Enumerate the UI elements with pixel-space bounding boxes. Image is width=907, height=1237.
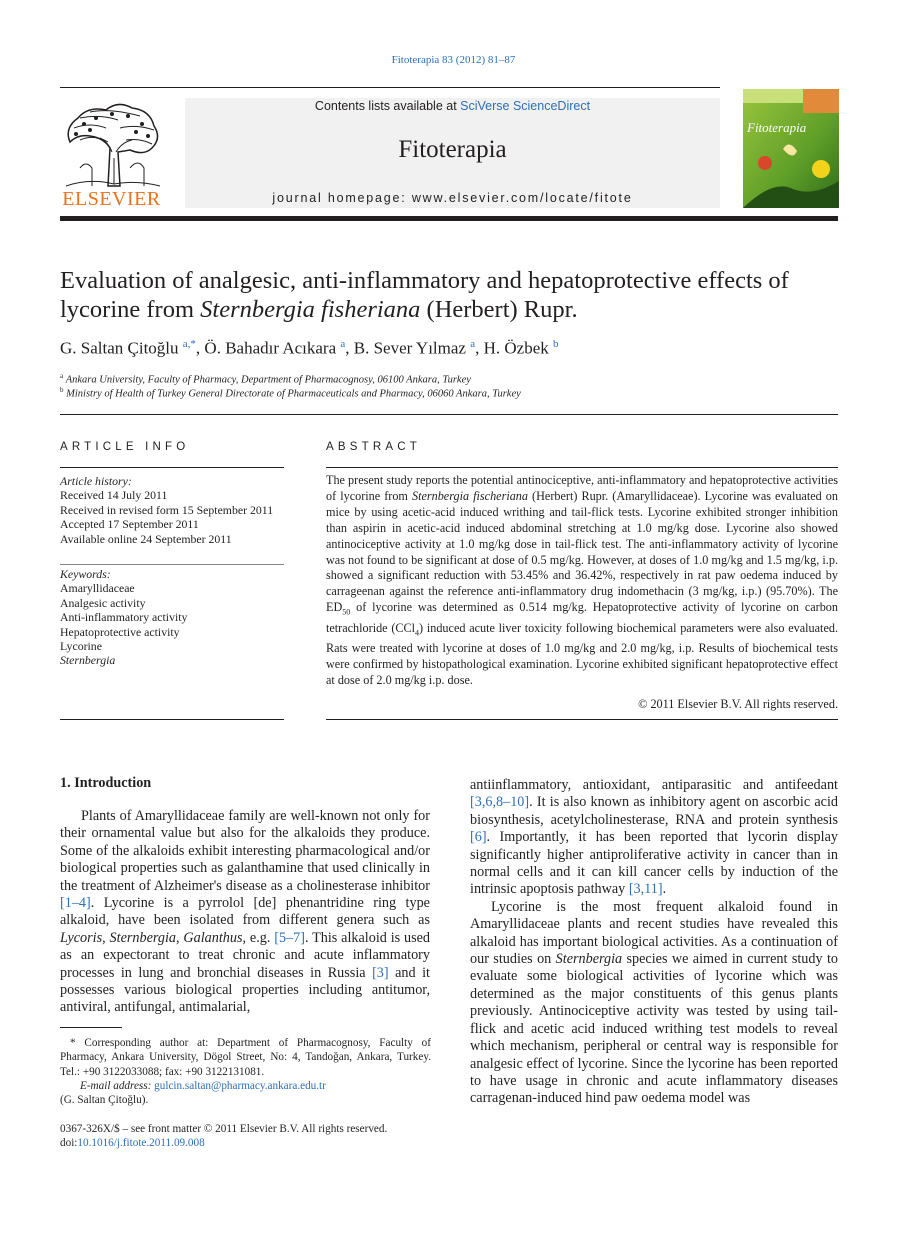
- reference-link[interactable]: [3,11]: [628, 881, 663, 898]
- article-info-heading: ARTICLE INFO: [60, 441, 190, 453]
- contents-line: [185, 99, 720, 113]
- history-label: Article history:: [60, 474, 132, 488]
- author-affiliation-mark[interactable]: a: [470, 338, 476, 350]
- keyword-item: Anti-inflammatory activity: [60, 610, 188, 625]
- affiliation-mark: a: [60, 372, 64, 380]
- author-list: G. Saltan Çitoğlu $^{a,*}$, Ö. Bahadır Acıkara $^a$, B. Sever Yılmaz $^a$, H. Özbek $^b$: [60, 338, 559, 358]
- history-received: Received 14 July 2011: [60, 488, 168, 503]
- body-column-left: [60, 808, 430, 1017]
- paragraph-text: ,: [102, 929, 110, 946]
- affiliation-text: Ankara University, Faculty of Pharmacy, Department of Pharmacognosy, 06100 Ankara, Turkey: [65, 374, 471, 386]
- elsevier-logo: [60, 98, 163, 210]
- abstract-heading: ABSTRACT: [326, 441, 421, 453]
- reference-link[interactable]: [3,6,8–10]: [470, 794, 530, 811]
- journal-name: Fitoterapia: [398, 136, 507, 163]
- keyword-item: Hepatoprotective activity: [60, 624, 180, 639]
- italic-genus: Sternbergia: [555, 951, 623, 968]
- article-title: [60, 266, 860, 324]
- journal-homepage[interactable]: journal homepage: www.elsevier.com/locate/fitote: [272, 191, 633, 205]
- author-affiliation-mark[interactable]: a,*: [182, 338, 196, 350]
- section-heading-introduction: 1. Introduction: [60, 775, 152, 791]
- abstract-rule: [326, 719, 838, 720]
- title-text: Evaluation of analgesic, anti-inflammatory and hepatoprotective effects of lycorine from: [60, 267, 789, 323]
- paragraph-text: . Lycorine is a pyrrolol [de] phenantridine ring type alkaloid, have been isolated from different genera such as: [60, 895, 430, 929]
- front-matter: [60, 1122, 431, 1151]
- abstract-rule: [326, 467, 838, 468]
- author-affiliation-mark[interactable]: a: [340, 338, 346, 350]
- doi-link[interactable]: 10.1016/j.fitote.2011.09.008: [77, 1137, 205, 1150]
- elsevier-wordmark: ELSEVIER: [62, 188, 161, 210]
- intro-paragraph-1-continued: [470, 777, 838, 899]
- title-species: Sternbergia fisheriana: [200, 296, 421, 323]
- journal-cover-thumbnail: [743, 89, 839, 208]
- article-history: [60, 474, 290, 546]
- sciencedirect-link[interactable]: SciVerse ScienceDirect: [460, 99, 591, 113]
- paragraph-text: . This alkaloid is used as an expectorant to treat chronic and acute inflammatory processes in lung and bronchial diseases in Russia: [60, 929, 431, 981]
- abstract-subscript: 4: [415, 628, 420, 638]
- paragraph-text: antiinflammatory, antioxidant, antiparasitic and antifeedant: [470, 777, 838, 793]
- header-thick-rule: [60, 216, 838, 221]
- paragraph-text: and it possesses various biological properties including antitumor, antiviral, antifungal, antimalarial,: [60, 964, 430, 1016]
- paragraph-text: Plants of Amaryllidaceae family are well-known not only for their ornamental value but also for the alkaloids they produce. Some of the alkaloids exhibit interesting pharmacological and/or biological properties such as galanthamine that used clinically in the treatment of Alzheimer's disease as a cholinesterase inhibitor: [60, 808, 430, 894]
- footnote-rule: [60, 1027, 122, 1028]
- front-matter-text: 0367-326X/$ – see front matter © 2011 Elsevier B.V. All rights reserved.: [60, 1123, 388, 1135]
- history-online: Available online 24 September 2011: [60, 531, 232, 546]
- reference-link[interactable]: [6]: [470, 829, 487, 846]
- italic-genus: Sternbergia: [109, 929, 176, 946]
- corresponding-author-text: * Corresponding author at: Department of Pharmacognosy, Faculty of Pharmacy, Ankara University, Dögol Street, No: 4, Tandoğan, Ankara, Turkey. Tel.: +90 3122033088; fax: +90 3122131081.: [60, 1037, 431, 1078]
- title-text-end: (Herbert) Rupr.: [420, 296, 578, 323]
- intro-paragraph-1: [60, 808, 430, 1017]
- keyword-item: Amaryllidaceae: [60, 581, 135, 596]
- keyword-item: Lycorine: [60, 639, 102, 654]
- doi-label: doi:: [60, 1137, 78, 1150]
- article-info-rule: [60, 467, 284, 468]
- abstract-copyright: © 2011 Elsevier B.V. All rights reserved.: [638, 697, 838, 711]
- paragraph-text: , e.g.: [242, 929, 275, 946]
- keyword-item: Analgesic activity: [60, 595, 146, 610]
- reference-link[interactable]: [1–4]: [60, 895, 91, 912]
- paragraph-text: . Importantly, it has been reported that lycorin display significantly higher antiproliferative activity in cancer than in normal cells and it can kill cancer cells by induction of the intrinsic apoptosis pathway: [470, 829, 838, 898]
- abstract-species: Sternbergia fischeriana: [411, 488, 528, 503]
- keyword-item: Sternbergia: [60, 653, 116, 668]
- affiliation-a: [60, 372, 471, 386]
- paragraph-text: .: [662, 881, 667, 898]
- keywords: [60, 567, 290, 668]
- history-revised: Received in revised form 15 September 2011: [60, 502, 274, 517]
- history-accepted: Accepted 17 September 2011: [60, 517, 199, 532]
- author-name[interactable]: B. Sever Yılmaz: [353, 338, 466, 358]
- reference-link[interactable]: [5–7]: [274, 929, 305, 946]
- email-label: E-mail address:: [80, 1079, 152, 1092]
- journal-citation[interactable]: [0, 54, 907, 66]
- abstract-sentence: The present study reports the potential antinociceptive, anti-inflammatory and hepatoprotective activities of lycorine from: [326, 473, 838, 503]
- article-info-rule: [60, 719, 284, 720]
- affiliation-b: [60, 386, 521, 400]
- citation-link[interactable]: Fitoterapia 83 (2012) 81–87: [391, 54, 516, 66]
- abstract-subscript: 50: [342, 607, 351, 617]
- paragraph-text: species we aimed in current study to evaluate some biological activities of lycorine which was determined as the major constituents of this genus plants previously. Antinociceptive activity was tested by using tail-flick and acetic acid induced writhing test models to reveal which mechanism, peripheral or central way is responsible for analgesic effect of lycorine. Since the lycorine has been reported to have usage in chronic and acute inflammatory diseases carragenan-induced hind paw oedema model was: [470, 951, 838, 1107]
- body-column-right: [470, 777, 838, 1108]
- abstract-sentence: ) induced acute liver toxicity following biochemical parameters were also evaluated. Rats were treated with lycorine at doses of 1.0 mg/kg and 2.0 mg/kg, i.p. Results of biochemical tests were confirmed by histopathological examination. Lycorine exhibited significant hepatoprotective effect at dose of 2.0 mg/kg i.p. dose.: [326, 620, 838, 687]
- abstract-sentence: (Herbert) Rupr. (Amaryllidaceae). Lycorine was evaluated on mice by using acetic-acid induced writhing and tail-flick tests. Lycorine exhibited stronger inhibition than aspirin in acetic-acid induced abdominal stretching at 1.0 mg/kg dose. Lycorine also showed antinociceptive activity at 1.0 mg/kg dose in tail-flick test. The anti-inflammatory activity of lycorine was not found to be significant at dose of 0.5 mg/kg. However, at doses of 1.0 mg/kg and 1.5 mg/kg, i.p. showed a significant reduction with 53.45% and 36.42%, respectively in rat paw oedema induced by carrageenan against the reference anti-inflammatory drug indomethacin (3 mg/kg, i.p.) (95.70%). The ED: [326, 488, 838, 615]
- author-name[interactable]: G. Saltan Çitoğlu: [60, 338, 179, 358]
- abstract-sentence: of lycorine was determined as 0.514 mg/kg. Hepatoprotective activity of lycorine on carbon tetrachloride (CCl: [326, 600, 838, 635]
- italic-genus: Galanthus: [183, 929, 243, 946]
- italic-genus: Lycoris: [60, 929, 103, 946]
- section-rule: [60, 414, 838, 415]
- affiliation-mark: b: [60, 386, 64, 394]
- corresponding-author-footnote: [60, 1036, 431, 1107]
- paragraph-text: ,: [176, 929, 184, 946]
- paragraph-text: . It is also known as inhibitory agent on ascorbic acid biosynthesis, acetylcholinesterase, RNA and protein synthesis: [470, 794, 838, 828]
- header-rule: [60, 87, 720, 88]
- author-name[interactable]: Ö. Bahadır Acıkara: [204, 338, 337, 358]
- cover-title: Fitoterapia: [747, 120, 807, 135]
- email-link[interactable]: gulcin.saltan@pharmacy.ankara.edu.tr: [154, 1079, 326, 1092]
- author-name[interactable]: H. Özbek: [483, 338, 549, 358]
- contents-prefix: Contents lists available at: [314, 99, 461, 113]
- email-owner: (G. Saltan Çitoğlu).: [60, 1094, 149, 1107]
- author-affiliation-mark[interactable]: b: [553, 338, 559, 350]
- article-info-divider: [60, 564, 284, 565]
- keywords-label: Keywords:: [60, 567, 111, 581]
- reference-link[interactable]: [3]: [372, 964, 389, 981]
- paragraph-text: Lycorine is the most frequent alkaloid found in Amaryllidaceae plants and recent studies have revealed this alkaloid has important biological activities. As a continuation of our studies on: [470, 898, 838, 968]
- abstract-text: [326, 473, 838, 689]
- affiliation-text: Ministry of Health of Turkey General Directorate of Pharmaceuticals and Pharmacy, 06060 Ankara, Turkey: [66, 388, 521, 400]
- intro-paragraph-2: [470, 899, 838, 1108]
